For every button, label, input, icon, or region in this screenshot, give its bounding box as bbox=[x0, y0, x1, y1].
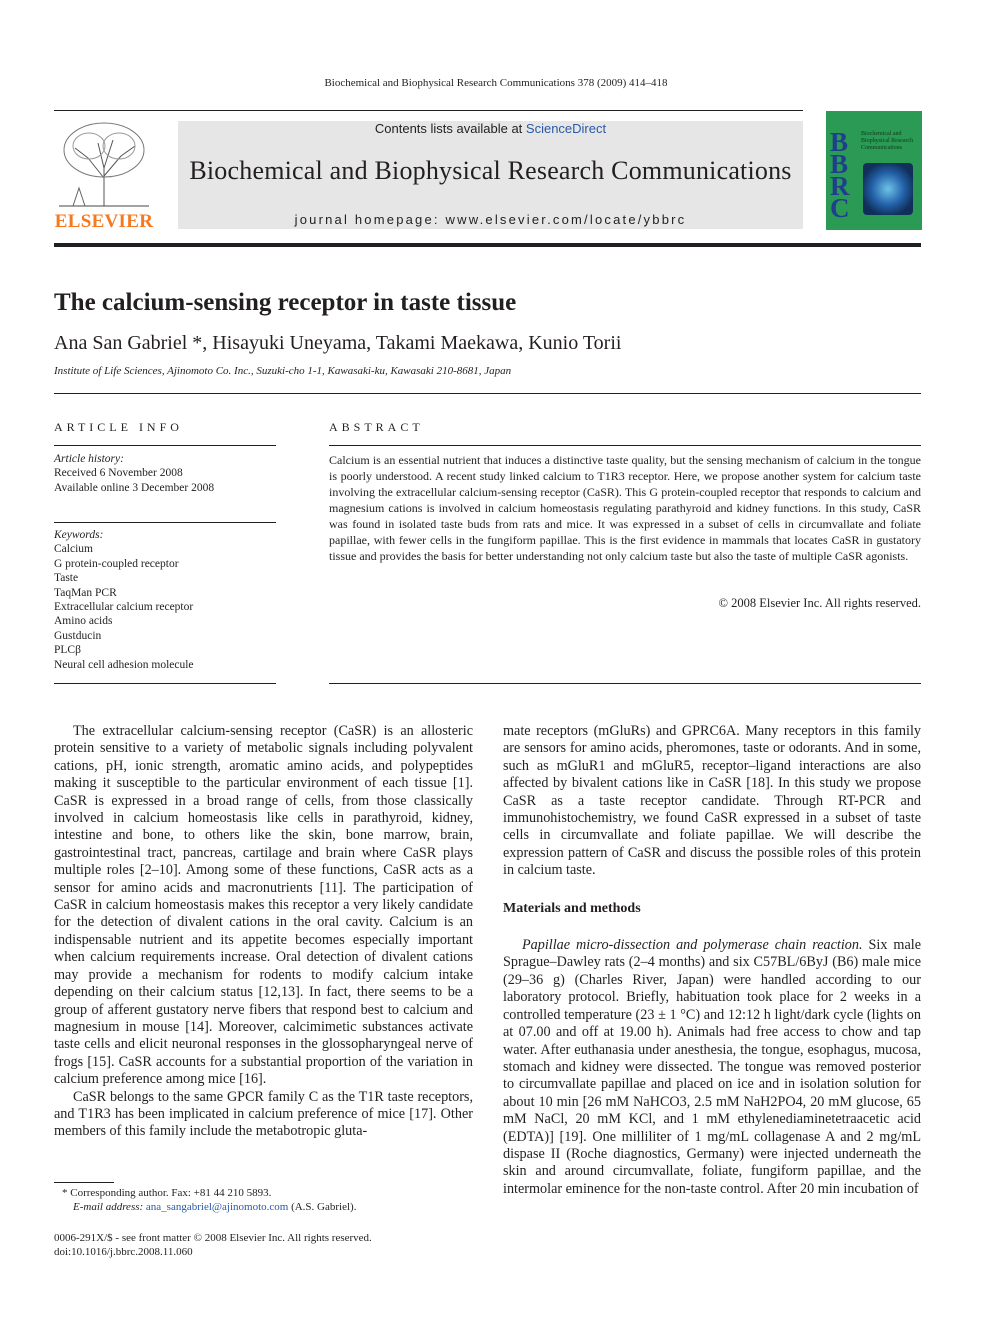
keyword: Amino acids bbox=[54, 615, 113, 628]
header-rule-top bbox=[54, 110, 803, 111]
journal-title: Biochemical and Biophysical Research Communications bbox=[189, 156, 792, 185]
info-rule bbox=[54, 445, 276, 446]
keyword: Calcium bbox=[54, 543, 93, 556]
info-bottom-rule bbox=[54, 683, 276, 684]
methods-paragraph bbox=[503, 937, 921, 1198]
keywords-label: Keywords: bbox=[54, 529, 104, 541]
sciencedirect-link[interactable]: ScienceDirect bbox=[525, 121, 607, 136]
keyword: TaqMan PCR bbox=[54, 586, 117, 599]
body-paragraph: The extracellular calcium-sensing receptor (CaSR) is an allosteric protein sensitive to a variety of metabolic signals including polyvalent cations, pH, ionic strength, aromatic amino acids, and polypeptides making it susceptible to the particular environment of each tissue [1]. CaSR is expressed in a broad range of cells, from those classically involved in calcium homeostasis like cells in parathyroid, kidney, intestine and bone, to others like the skin, bone marrow, brain, gastrointestinal tract, pancreas, cartilage and brain where CaSR plays multiple roles [2–10]. Among some of these functions, CaSR acts as a sensor for amino acids and macronutrients [11]. The participation of CaSR in calcium homeostasis makes this receptor a very likely candidate for the detection of divalent cations in the oral cavity. Calcium is an indispensable nutrient and its appetite becomes especially important when calcium requirements increase. Oral detection of divalent cations may provide a mechanism for rodents to modify calcium intake depending on their calcium status [12,13]. In fact, there seems to be a group of afferent gustatory nerve fibers that respond best to calcium and magnesium in mouse [14]. Moreover, calcimimetic substances activate taste cells and elicit neuronal responses in the glossopharyngeal nerve of frogs [15]. CaSR accounts for a substantial proportion of the variation in calcium preference among mice [16]. bbox=[54, 723, 473, 1088]
email-label: E-mail address: bbox=[73, 1201, 146, 1213]
keyword: Taste bbox=[54, 572, 79, 585]
keyword: G protein-coupled receptor bbox=[54, 557, 179, 570]
doi-line[interactable]: doi:10.1016/j.bbrc.2008.11.060 bbox=[54, 1246, 193, 1258]
cover-title: Biochemical and Biophysical Research Communications bbox=[861, 131, 914, 151]
front-matter-line: 0006-291X/$ - see front matter © 2008 Elsevier Inc. All rights reserved. bbox=[54, 1232, 372, 1244]
page-footer bbox=[54, 1231, 474, 1259]
abstract-copyright: © 2008 Elsevier Inc. All rights reserved. bbox=[718, 596, 921, 610]
history-label: Article history: bbox=[54, 453, 124, 465]
article-info-heading: ARTICLE INFO bbox=[54, 420, 183, 434]
header-rule-thick bbox=[54, 243, 921, 247]
methods-text: Six male Sprague–Dawley rats (2–4 months) and six C57BL/6ByJ (B6) male mice (29–36 g) (Charles River, Japan) were handled according to our laboratory protocol. Briefly, habituation took place for 2 weeks in a controlled temperature (23 ± 1 °C) and 12:12 h light/dark cycle (lights on at 07.00 and off at 19.00 h). Animals had free access to chow and tap water. After euthanasia under anesthesia, the tongue, esophagus, mucosa, stomach and kidney were dissected. The tongue was removed posterior to circumvallate papillae and placed on ice and in isolation solution for about 10 min [26 mM NaHCO3, 2.5 mM NaH2PO4, 20 mM glucose, 65 mM NaCl, 20 mM KCl, and 1 mM ethylenediaminetetraacetic acid (EDTA)] [19]. One milliliter of 1 mg/mL collagenase A and 2 mg/mL dispase II (Roche diagnostics, Germany) were injected underneath the skin and around circumvallate, foliate, fungiform papillae, and the intermolar eminence for the non-taste control. After 20 min incubation of bbox=[503, 937, 921, 1197]
keyword: Gustducin bbox=[54, 629, 102, 642]
abstract-heading: ABSTRACT bbox=[329, 420, 424, 434]
cover-letter: C bbox=[830, 193, 850, 223]
cover-image bbox=[863, 163, 913, 215]
abstract-text: Calcium is an essential nutrient that induces a distinctive taste quality, but the sensing mechanism of calcium in the tongue is poorly understood. A recent study linked calcium to T1R3 receptor. Here, we propose another system for calcium taste involving the extracellular calcium-sensing receptor (CaSR). This G protein-coupled receptor that responds to calcium and magnesium cations is involved in calcium homeostasis regulating parathyroid and kidney functions. In this study, CaSR was found in isolated taste buds from rats and mice. It was expressed in a subset of cells in circumvallate and foliate papillae, with fewer cells in the fungiform papillae. This is the first evidence in mammals that locates CaSR in gustatory tissue and provides the basis for better understanding not only calcium taste but also the taste of multiple CaSR agonists. bbox=[329, 453, 921, 563]
methods-lead: Papillae micro-dissection and polymerase chain reaction. bbox=[522, 937, 863, 954]
contents-line bbox=[178, 121, 803, 136]
email-note bbox=[54, 1200, 473, 1214]
journal-homepage[interactable]: journal homepage: www.elsevier.com/locate/ybbrc bbox=[294, 212, 687, 227]
author-list: Ana San Gabriel *, Hisayuki Uneyama, Takami Maekawa, Kunio Torii bbox=[54, 332, 622, 354]
keyword: Neural cell adhesion molecule bbox=[54, 658, 194, 671]
body-column-left bbox=[54, 723, 473, 1141]
methods-heading: Materials and methods bbox=[503, 900, 641, 916]
cover-letter: B bbox=[830, 127, 849, 157]
email-link[interactable]: ana_sangabriel@ajinomoto.com bbox=[145, 1201, 289, 1213]
footnote bbox=[54, 1186, 473, 1214]
affiliation: Institute of Life Sciences, Ajinomoto Co. Inc., Suzuki-cho 1-1, Kawasaki-ku, Kawasaki 210-8681, Japan bbox=[54, 365, 512, 377]
abstract-rule bbox=[329, 445, 921, 446]
online-date: Available online 3 December 2008 bbox=[54, 481, 215, 494]
journal-cover-thumbnail bbox=[826, 111, 922, 230]
keywords-block bbox=[54, 528, 276, 672]
received-date: Received 6 November 2008 bbox=[54, 467, 183, 480]
body-column-right bbox=[503, 723, 921, 1198]
article-history bbox=[54, 452, 276, 495]
cover-letter: R bbox=[830, 171, 850, 201]
email-suffix: (A.S. Gabriel). bbox=[288, 1201, 357, 1213]
keyword: Extracellular calcium receptor bbox=[54, 601, 194, 614]
title-rule bbox=[54, 393, 921, 394]
keywords-rule bbox=[54, 522, 276, 523]
cover-letter: B bbox=[830, 149, 849, 179]
body-paragraph: CaSR belongs to the same GPCR family C as the T1R taste receptors, and T1R3 has been implicated in calcium preference of mice [17]. Other members of this family include the metabotropic gluta- bbox=[54, 1088, 473, 1140]
running-head: Biochemical and Biophysical Research Communications 378 (2009) 414–418 bbox=[324, 77, 668, 89]
corresponding-author-note: * Corresponding author. Fax: +81 44 210 5893. bbox=[62, 1187, 272, 1199]
footnote-rule bbox=[54, 1182, 114, 1183]
article-title: The calcium-sensing receptor in taste tissue bbox=[54, 289, 517, 316]
elsevier-wordmark: ELSEVIER bbox=[54, 211, 154, 232]
contents-prefix: Contents lists available at bbox=[374, 121, 526, 136]
keyword: PLCβ bbox=[54, 644, 81, 657]
body-paragraph: mate receptors (mGluRs) and GPRC6A. Many receptors in this family are sensors for amino acids, pheromones, taste or odorants. And in some, such as mGluR1 and mGluR5, receptor–ligand interactions are also affected by bivalent cations like in CaSR [18]. In this study we propose CaSR as a taste receptor candidate. Through RT-PCR and immunohistochemistry, we found CaSR expressed in a subset of taste cells in circumvallate and foliate papillae. We will describe the expression pattern of CaSR and discuss the possible roles of this protein in calcium taste. bbox=[503, 723, 921, 879]
abstract-bottom-rule bbox=[329, 683, 921, 684]
